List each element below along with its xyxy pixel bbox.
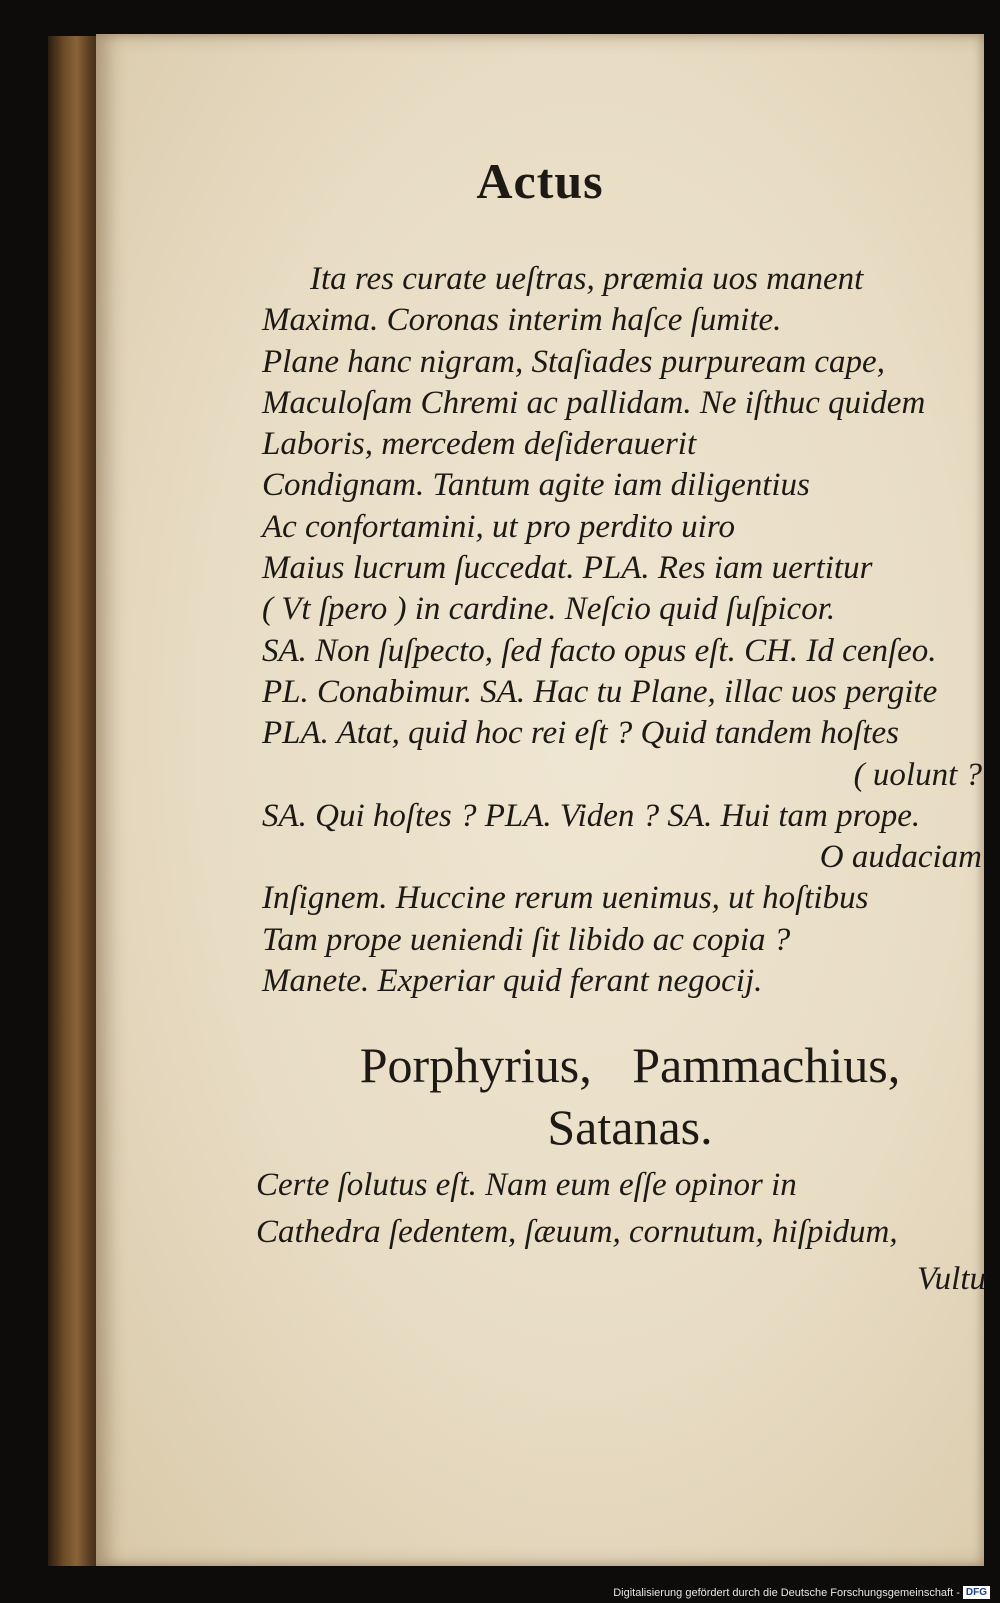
- speakers-heading-line: Porphyrius, Pammachius,: [359, 1037, 901, 1093]
- verse-line: Maculoſam Chremi ac pallidam. Ne iſthuc quidem: [262, 384, 926, 421]
- verse-line: Laboris, mercedem deſiderauerit: [262, 426, 697, 463]
- verse-line: Cathedra ſedentem, ſæuum, cornutum, hiſpidum,: [256, 1214, 898, 1250]
- verse-block-2: [256, 1162, 986, 1303]
- verse-line: SA. Non ſuſpecto, ſed facto opus eſt. CH. Id cenſeo.: [262, 632, 937, 669]
- verse-line: Maius lucrum ſuccedat. PLA. Res iam uertitur: [262, 550, 873, 587]
- page-heading: Actus: [476, 153, 604, 209]
- verse-line: Certe ſolutus eſt. Nam eum eſſe opinor in: [256, 1167, 797, 1203]
- catchword: Vultu: [916, 1261, 986, 1297]
- book-page: [96, 34, 984, 1566]
- verse-line-continuation: O audaciam: [819, 839, 982, 876]
- verse-block: [262, 259, 982, 1002]
- speakers-heading: [300, 1034, 960, 1158]
- book-edge: [48, 36, 100, 1566]
- verse-line: PL. Conabimur. SA. Hac tu Plane, illac uos pergite: [262, 673, 938, 710]
- dfg-logo: DFG: [963, 1586, 990, 1599]
- verse-line: Condignam. Tantum agite iam diligentius: [262, 467, 810, 504]
- verse-line: SA. Qui hoſtes ? PLA. Viden ? SA. Hui tam prope.: [262, 797, 921, 834]
- credit-text: Digitalisierung gefördert durch die Deutsche Forschungsgemeinschaft -: [613, 1586, 960, 1599]
- digitization-credit: [613, 1586, 990, 1599]
- verse-line: Maxima. Coronas interim haſce ſumite.: [262, 302, 782, 339]
- verse-line-continuation: ( uolunt ?: [853, 756, 982, 793]
- verse-line: PLA. Atat, quid hoc rei eſt ? Quid tandem hoſtes: [262, 715, 900, 752]
- verse-line: Ita res curate ueſtras, præmia uos manent: [310, 261, 864, 297]
- verse-line: Tam prope ueniendi ſit libido ac copia ?: [262, 921, 791, 958]
- verse-line: Ac confortamini, ut pro perdito uiro: [262, 508, 735, 545]
- speakers-heading-line: Satanas.: [547, 1099, 713, 1155]
- verse-line: Plane hanc nigram, Staſiades purpuream cape,: [262, 343, 885, 380]
- verse-line: Manete. Experiar quid ferant negocij.: [262, 963, 763, 1000]
- verse-line: Inſignem. Huccine rerum uenimus, ut hoſtibus: [262, 880, 869, 917]
- verse-line: ( Vt ſpero ) in cardine. Neſcio quid ſuſpicor.: [262, 591, 836, 628]
